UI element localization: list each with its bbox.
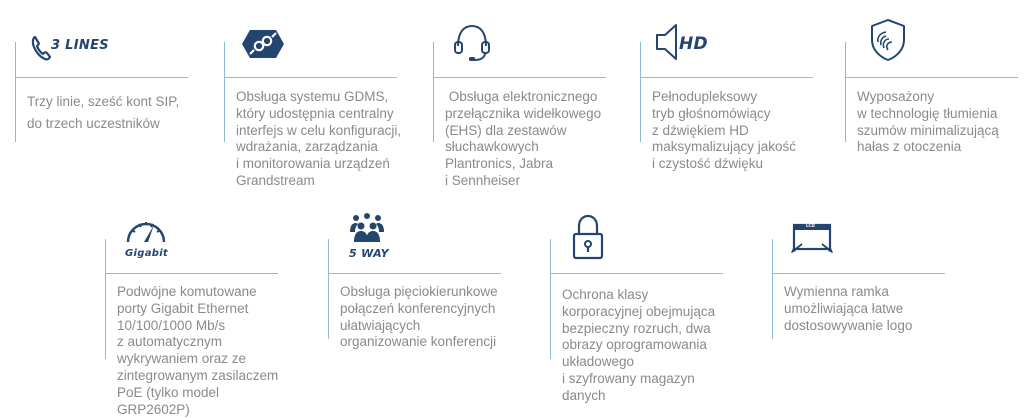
headset-icon: [452, 22, 492, 62]
padlock-icon: [571, 214, 605, 260]
feature-text: Pełnodupleksowy tryb głośnomówiący z dźwiękiem HD maksymalizujący jakość i czystość dźwięku: [652, 89, 797, 172]
feature-text: Obsługa systemu GDMS, który udostępnia centralny interfejs w celu konfiguracji, wdrażania, zarządzania i monitorowania urządzeń Grandstream: [236, 89, 402, 188]
noise-shield-icon: [868, 18, 908, 62]
feature-text: Trzy linie, sześć kont SIP, do trzech uczestników: [27, 94, 180, 131]
hd-label: HD: [679, 34, 708, 54]
feature-text: Wyposażony w technologię tłumienia szumów minimalizującą hałas z otoczenia: [857, 89, 999, 155]
feature-text: Obsługa elektronicznego przełącznika widełkowego (EHS) dla zestawów słuchawkowych Plantronics, Jabra i Sennheiser: [445, 89, 602, 188]
lcd-label: LCD: [806, 223, 815, 228]
feature-text: Obsługa pięciokierunkowe połączeń konferencyjnych ułatwiających organizowanie konferencji: [340, 284, 498, 350]
three-lines-label: 3 LINES: [51, 38, 109, 53]
phone-icon: [31, 34, 53, 62]
group-icon: [347, 212, 387, 246]
gauge-icon: [122, 216, 170, 246]
feature-text: Podwójne komutowane porty Gigabit Ethernet 10/100/1000 Mb/s z automatycznym wykrywaniem oraz ze zintegrowanym zasilaczem PoE (tylko model GRP2602P): [117, 284, 279, 417]
gigabit-label: Gigabit: [125, 248, 169, 259]
feature-text: Ochrona klasy korporacyjnej obejmująca bezpieczny rozruch, dwa obrazy oprogramowania układowego i szyfrowany magazyn danych: [562, 287, 716, 403]
feature-text: Wymienna ramka umożliwiająca łatwe dostosowywanie logo: [784, 284, 913, 333]
gdms-icon: [240, 28, 286, 60]
five-way-label: 5 WAY: [349, 247, 389, 260]
